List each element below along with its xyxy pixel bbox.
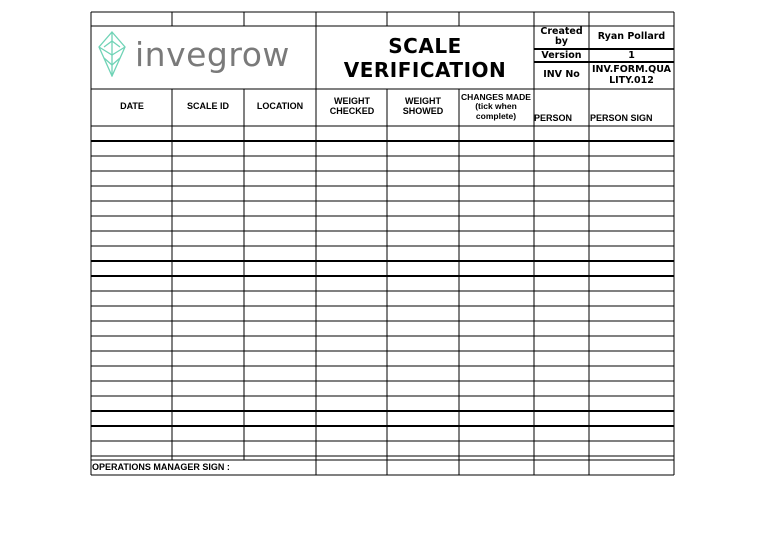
- col-header-person: PERSON: [534, 112, 573, 123]
- inv-no-label: INV No: [543, 69, 580, 81]
- col-header-weight-showed: WEIGHT SHOWED: [402, 96, 444, 116]
- col-header-date: DATE: [120, 101, 144, 112]
- title-line-1: SCALE: [388, 34, 462, 58]
- created-by-value: Ryan Pollard: [597, 30, 666, 42]
- version-value: 1: [628, 49, 635, 61]
- logo-wordmark: invegrow: [135, 34, 290, 74]
- form-title: [316, 28, 534, 88]
- inv-no-value: INV.FORM.QUALITY.012: [591, 64, 671, 86]
- created-by-label: Created by: [540, 25, 583, 47]
- col-header-scale-id: SCALE ID: [186, 101, 229, 112]
- title-line-2: VERIFICATION: [343, 58, 507, 82]
- col-header-weight-checked: WEIGHT CHECKED: [329, 96, 375, 116]
- diamond-logo-icon: [97, 31, 127, 77]
- col-header-location: LOCATION: [256, 101, 304, 112]
- version-label: Version: [541, 49, 582, 61]
- col-header-changes-made: CHANGES MADE (tick when complete): [461, 91, 531, 121]
- col-header-person-sign: PERSON SIGN: [590, 112, 653, 123]
- operations-manager-sign-label: OPERATIONS MANAGER SIGN :: [92, 462, 230, 473]
- company-logo: [97, 31, 290, 77]
